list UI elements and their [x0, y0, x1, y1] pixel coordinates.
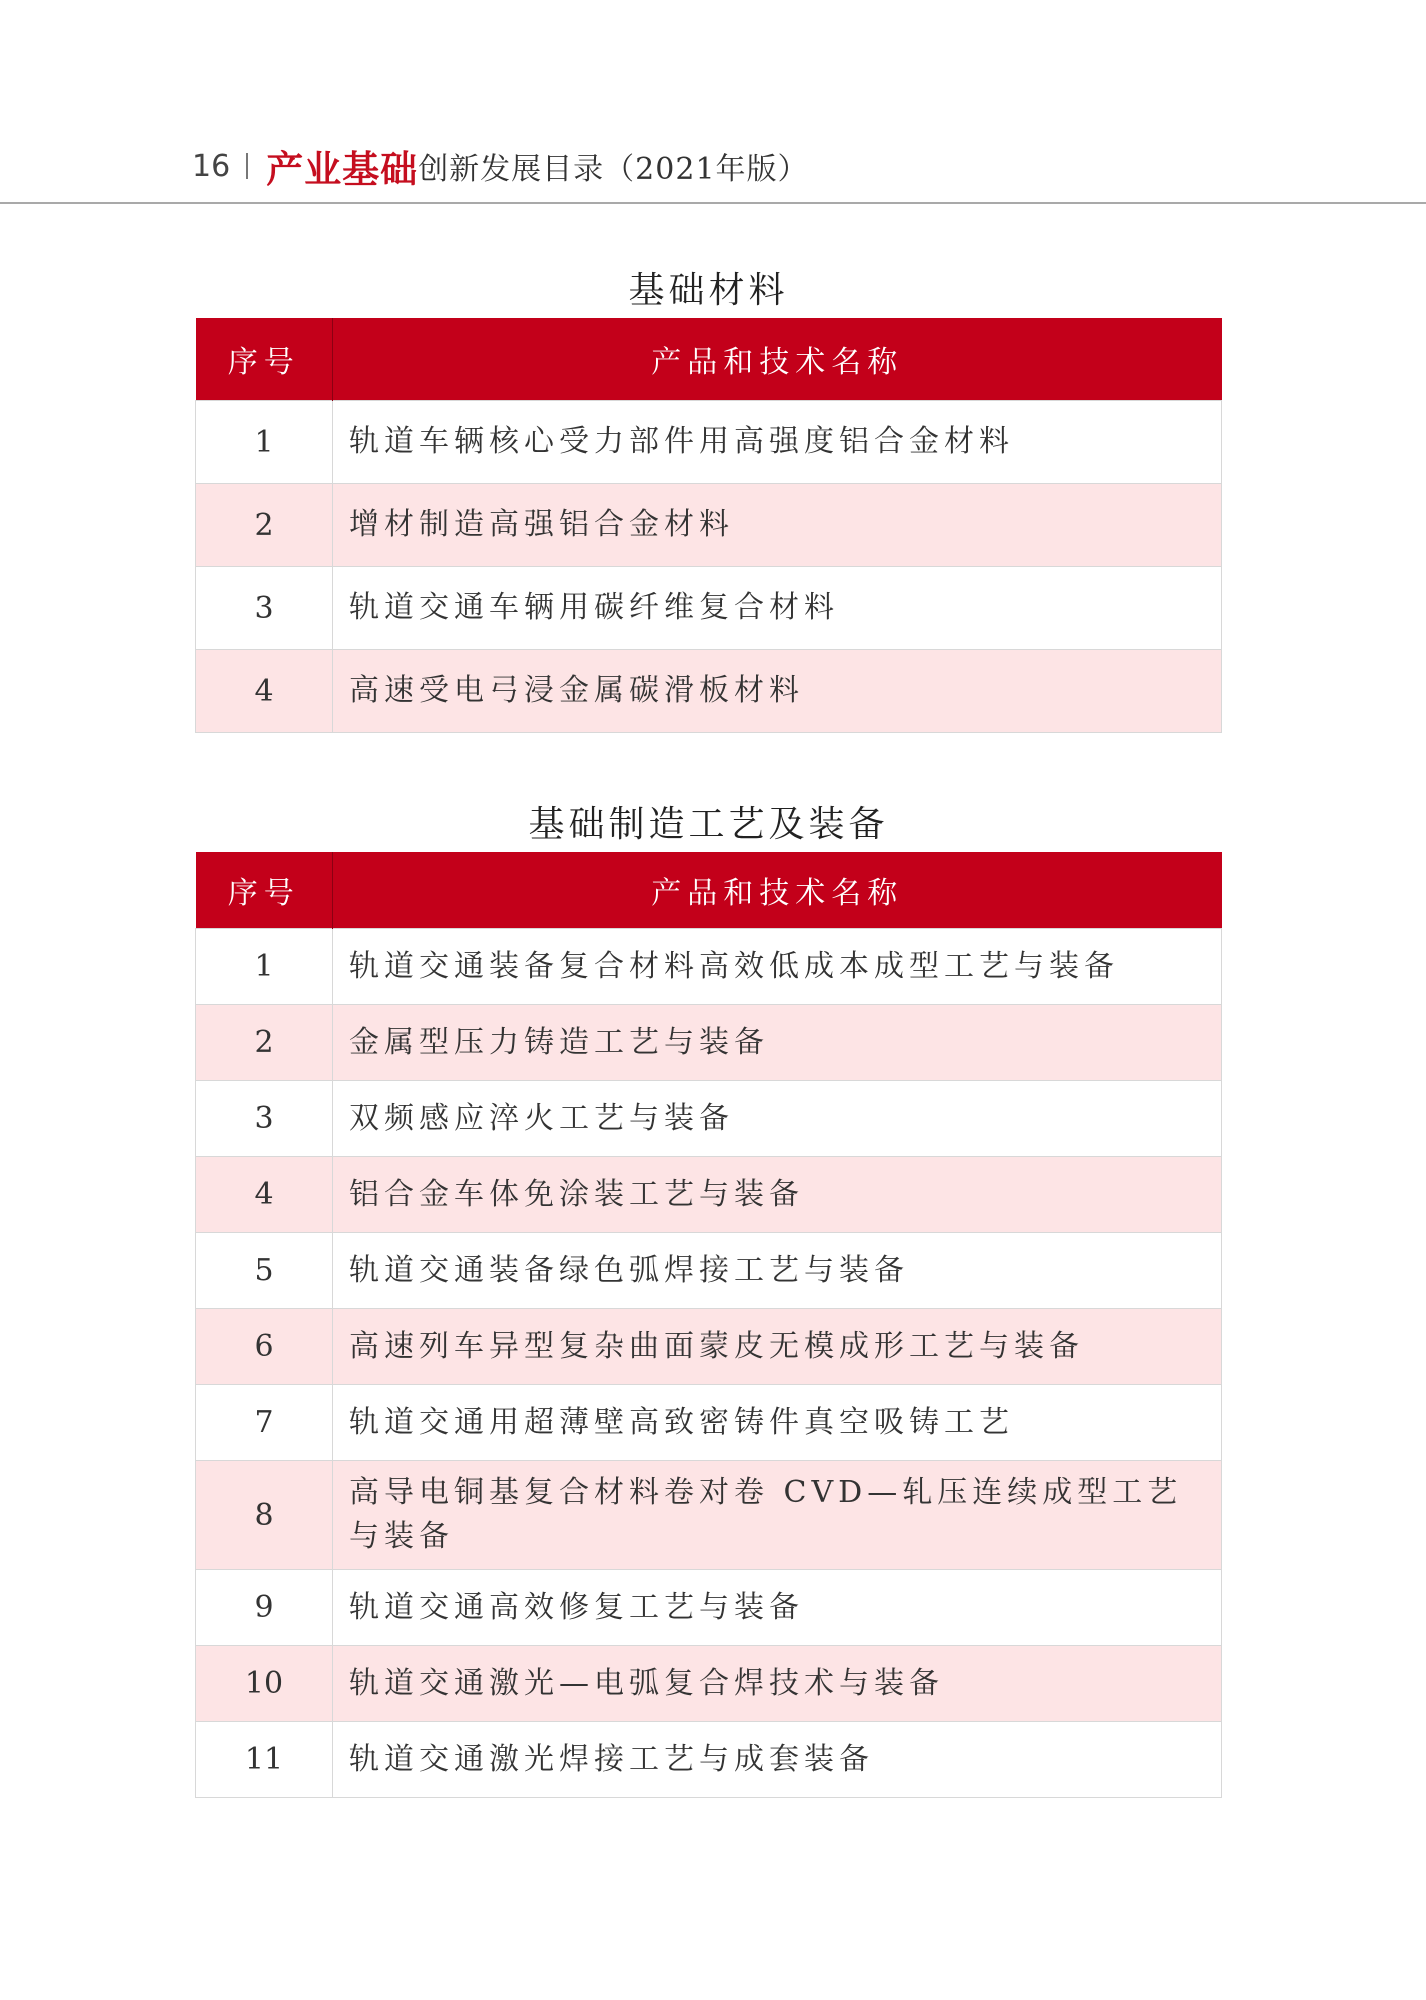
table-row: [196, 1309, 1222, 1385]
row-name: 金属型压力铸造工艺与装备: [333, 1005, 1222, 1081]
row-name: 高速列车异型复杂曲面蒙皮无模成形工艺与装备: [333, 1309, 1222, 1385]
row-number: 2: [196, 1005, 333, 1081]
row-number: 11: [196, 1722, 333, 1798]
row-name: 高速受电弓浸金属碳滑板材料: [333, 650, 1222, 733]
column-header-seq: 序号: [196, 318, 333, 401]
section-title-basic-materials: 基础材料: [628, 270, 789, 311]
row-name: 轨道交通装备绿色弧焊接工艺与装备: [333, 1233, 1222, 1309]
header-divider: [246, 153, 248, 179]
table-row: [196, 650, 1222, 733]
table-row: [196, 929, 1222, 1005]
table-row: [196, 484, 1222, 567]
page-number: 16: [192, 148, 231, 184]
header-brand: 产业基础: [266, 148, 419, 191]
table-header-row: [196, 318, 1222, 401]
row-number: 10: [196, 1646, 333, 1722]
row-name: 铝合金车体免涂装工艺与装备: [333, 1157, 1222, 1233]
row-number: 8: [196, 1461, 333, 1570]
row-name: 高导电铜基复合材料卷对卷 CVD—轧压连续成型工艺与装备: [333, 1461, 1222, 1570]
table-row: [196, 1646, 1222, 1722]
table-row: [196, 1005, 1222, 1081]
header-subtitle: 创新发展目录（2021年版）: [418, 152, 809, 187]
table-row: [196, 1157, 1222, 1233]
table-row: [196, 1722, 1222, 1798]
column-header-name: 产品和技术名称: [333, 318, 1222, 401]
row-number: 4: [196, 650, 333, 733]
row-number: 7: [196, 1385, 333, 1461]
table-row: [196, 1081, 1222, 1157]
row-name: 轨道交通用超薄壁高致密铸件真空吸铸工艺: [333, 1385, 1222, 1461]
row-name: 轨道交通装备复合材料高效低成本成型工艺与装备: [333, 929, 1222, 1005]
row-name: 增材制造高强铝合金材料: [333, 484, 1222, 567]
row-name: 轨道车辆核心受力部件用高强度铝合金材料: [333, 401, 1222, 484]
row-number: 3: [196, 1081, 333, 1157]
row-number: 3: [196, 567, 333, 650]
page-header: [192, 138, 809, 194]
row-number: 6: [196, 1309, 333, 1385]
table-row: [196, 1461, 1222, 1570]
row-name: 轨道交通激光焊接工艺与成套装备: [333, 1722, 1222, 1798]
table-row: [196, 567, 1222, 650]
row-name: 双频感应淬火工艺与装备: [333, 1081, 1222, 1157]
row-number: 9: [196, 1570, 333, 1646]
table-row: [196, 1233, 1222, 1309]
row-number: 2: [196, 484, 333, 567]
manufacturing-table: [195, 852, 1222, 1798]
row-name: 轨道交通激光—电弧复合焊技术与装备: [333, 1646, 1222, 1722]
column-header-seq: 序号: [196, 852, 333, 929]
row-number: 5: [196, 1233, 333, 1309]
section-title-manufacturing: 基础制造工艺及装备: [528, 804, 889, 845]
table-row: [196, 1570, 1222, 1646]
row-number: 1: [196, 401, 333, 484]
header-rule: [0, 202, 1426, 204]
table-header-row: [196, 852, 1222, 929]
row-name: 轨道交通高效修复工艺与装备: [333, 1570, 1222, 1646]
basic-materials-table: [195, 318, 1222, 733]
row-number: 1: [196, 929, 333, 1005]
table-row: [196, 401, 1222, 484]
table-row: [196, 1385, 1222, 1461]
row-number: 4: [196, 1157, 333, 1233]
row-name: 轨道交通车辆用碳纤维复合材料: [333, 567, 1222, 650]
column-header-name: 产品和技术名称: [333, 852, 1222, 929]
